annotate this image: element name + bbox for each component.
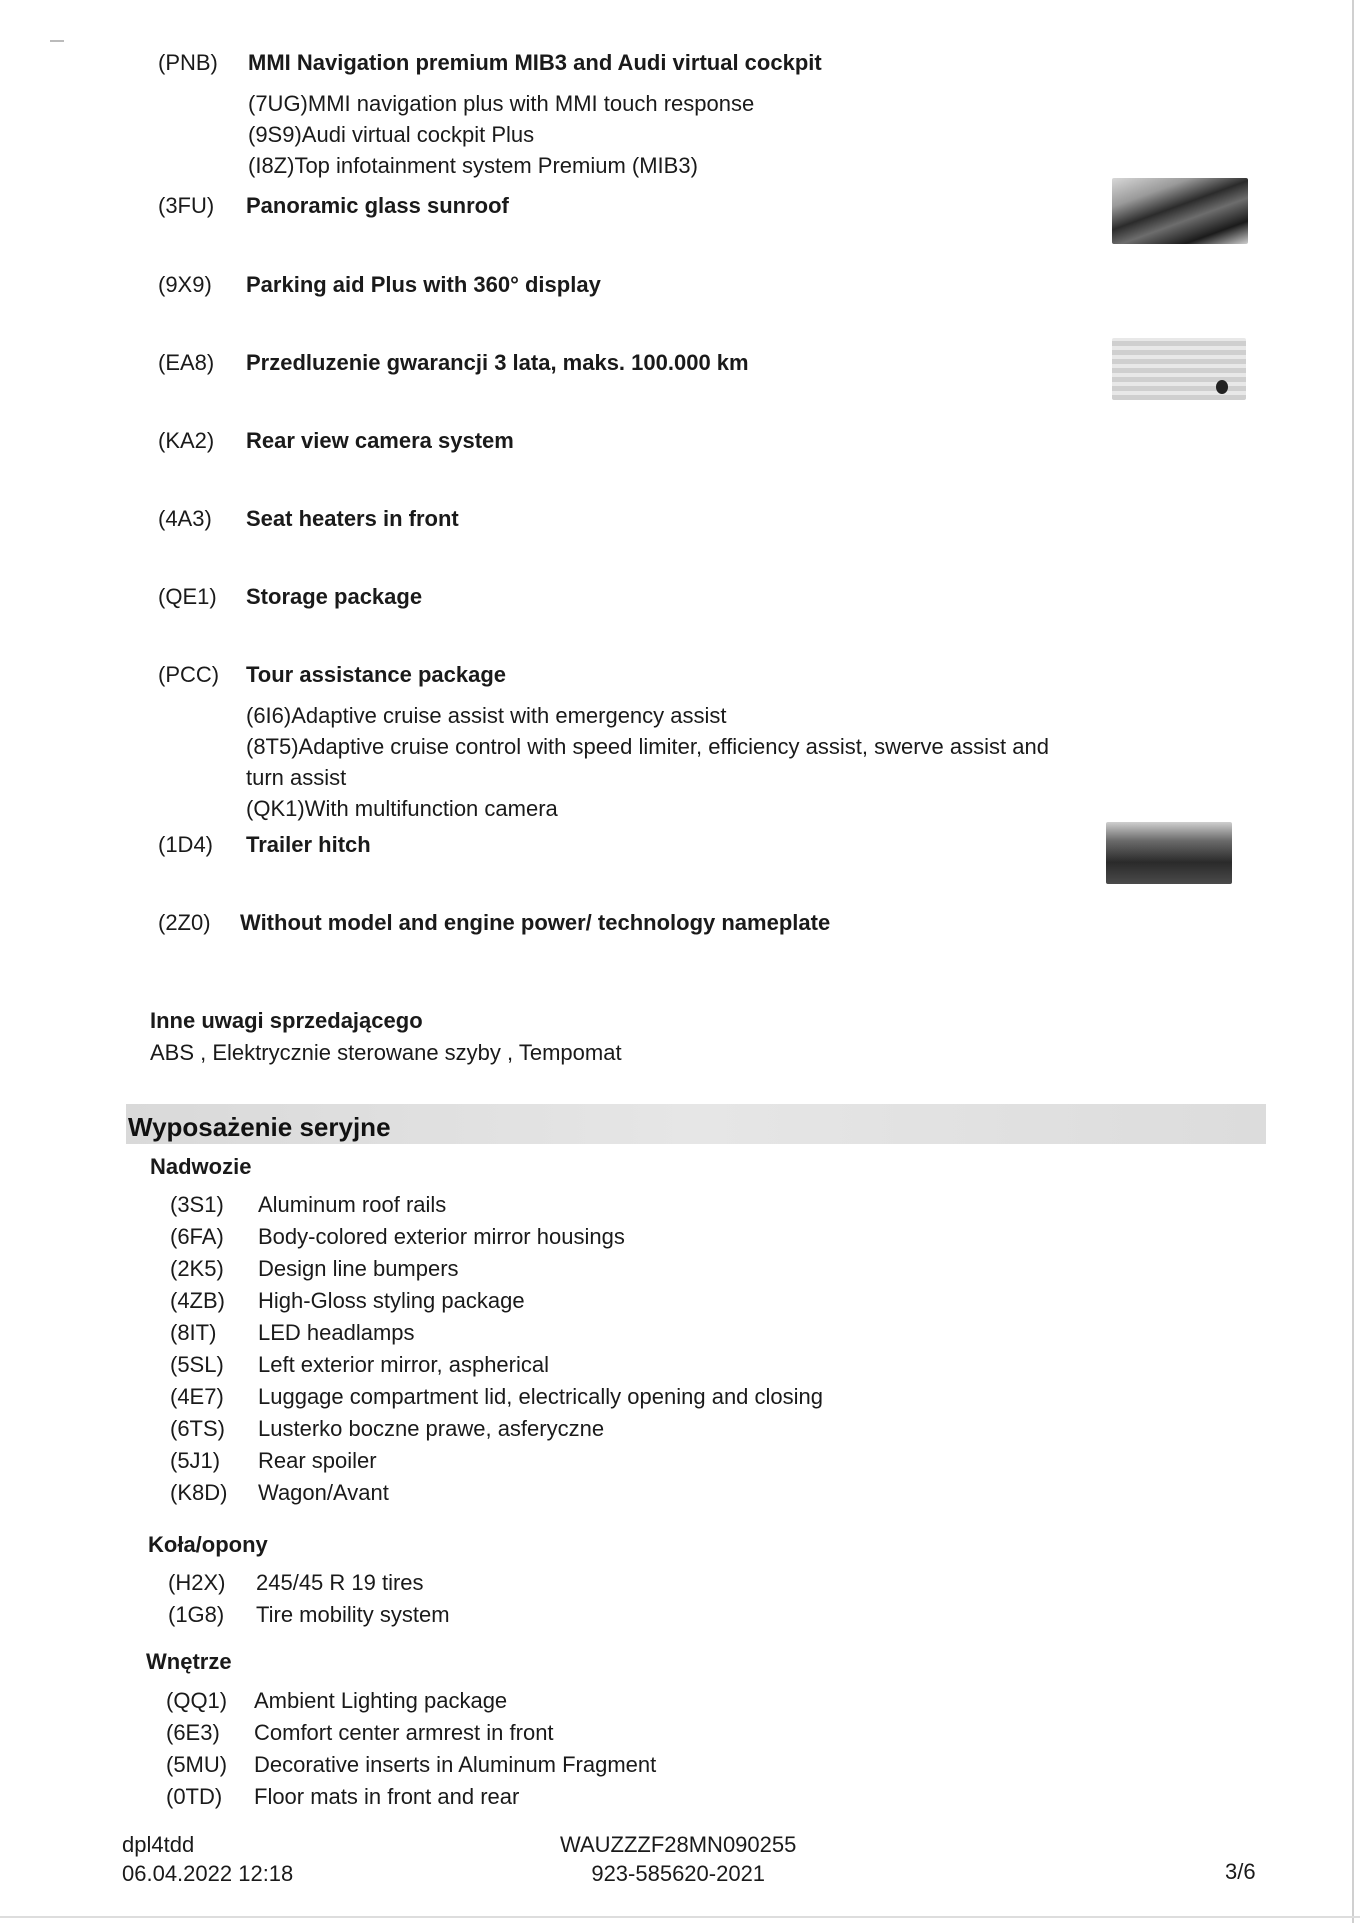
item-label: Floor mats in front and rear — [254, 1784, 520, 1809]
option-title: Rear view camera system — [246, 428, 514, 453]
footer-datetime: 06.04.2022 12:18 — [122, 1861, 294, 1886]
list-item — [166, 1784, 519, 1810]
footer-user: dpl4tdd — [122, 1832, 195, 1857]
footer-vin: WAUZZZF28MN090255 — [560, 1832, 797, 1857]
trailer-hitch-photo — [1106, 822, 1232, 884]
list-item — [170, 1320, 415, 1346]
list-item — [170, 1352, 549, 1378]
item-label: Luggage compartment lid, electrically opening and closing — [258, 1384, 824, 1409]
option-subitem: (7UG)MMI navigation plus with MMI touch response — [248, 91, 755, 116]
group-title-wnetrze: Wnętrze — [146, 1649, 232, 1674]
option-code: (QE1) — [158, 584, 217, 609]
option-subitems — [246, 700, 1086, 824]
item-code: (8IT) — [170, 1320, 217, 1345]
option-subitem: (9S9)Audi virtual cockpit Plus — [248, 122, 535, 147]
list-item — [168, 1602, 450, 1628]
list-item — [170, 1416, 604, 1442]
option-title: Storage package — [246, 584, 423, 609]
footer-left — [122, 1830, 293, 1888]
list-item — [170, 1224, 625, 1250]
list-item — [170, 1192, 446, 1218]
item-label: Ambient Lighting package — [254, 1688, 508, 1713]
item-label: Tire mobility system — [256, 1602, 450, 1627]
option-code: (PNB) — [158, 50, 218, 75]
item-label: Body-colored exterior mirror housings — [258, 1224, 625, 1249]
list-item — [168, 1570, 424, 1596]
item-code: (6FA) — [170, 1224, 224, 1249]
option-subitem: (8T5)Adaptive cruise control with speed limiter, efficiency assist, swerve assist and turn assist — [246, 734, 1049, 790]
option-code: (KA2) — [158, 428, 215, 453]
list-item — [170, 1288, 525, 1314]
item-label: LED headlamps — [258, 1320, 415, 1345]
list-item — [170, 1384, 823, 1410]
footer-doc-number: 923-585620-2021 — [591, 1861, 766, 1886]
list-item — [170, 1448, 377, 1474]
list-item — [166, 1752, 656, 1778]
page-number: 3/6 — [1225, 1859, 1256, 1884]
option-title: Trailer hitch — [246, 832, 371, 857]
item-label: Lusterko boczne prawe, asferyczne — [258, 1416, 605, 1441]
item-label: Design line bumpers — [258, 1256, 459, 1281]
scan-edge — [1352, 0, 1354, 1923]
item-code: (QQ1) — [166, 1688, 228, 1713]
option-subitem: (QK1)With multifunction camera — [246, 796, 558, 821]
group-title-nadwozie: Nadwozie — [150, 1154, 252, 1179]
item-code: (5MU) — [166, 1752, 228, 1777]
list-item — [166, 1720, 554, 1746]
item-code: (0TD) — [166, 1784, 223, 1809]
item-label: Decorative inserts in Aluminum Fragment — [254, 1752, 657, 1777]
item-label: High-Gloss styling package — [258, 1288, 525, 1313]
item-code: (6TS) — [170, 1416, 225, 1441]
item-code: (4ZB) — [170, 1288, 225, 1313]
remarks-title: Inne uwagi sprzedającego — [150, 1008, 423, 1033]
item-code: (4E7) — [170, 1384, 224, 1409]
item-code: (3S1) — [170, 1192, 224, 1217]
section-title: Wyposażenie seryjne — [128, 1112, 391, 1142]
option-title: Panoramic glass sunroof — [246, 193, 509, 218]
option-subitem: (6I6)Adaptive cruise assist with emergency assist — [246, 703, 727, 728]
item-code: (K8D) — [170, 1480, 228, 1505]
option-title: Without model and engine power/ technology nameplate — [240, 910, 831, 935]
scan-mark — [50, 40, 64, 42]
item-code: (6E3) — [166, 1720, 220, 1745]
option-code: (2Z0) — [158, 910, 211, 935]
option-code: (PCC) — [158, 662, 220, 687]
option-code: (EA8) — [158, 350, 215, 375]
option-code: (9X9) — [158, 272, 212, 297]
item-label: 245/45 R 19 tires — [256, 1570, 424, 1595]
list-item — [166, 1688, 507, 1714]
option-code: (3FU) — [158, 193, 215, 218]
option-title: Tour assistance package — [246, 662, 507, 687]
option-code: (4A3) — [158, 506, 212, 531]
option-subitem: (I8Z)Top infotainment system Premium (MIB3) — [248, 153, 698, 178]
sunroof-photo — [1112, 178, 1248, 244]
item-label: Left exterior mirror, aspherical — [258, 1352, 549, 1377]
option-subitems — [248, 88, 1088, 181]
item-label: Aluminum roof rails — [258, 1192, 447, 1217]
item-label: Comfort center armrest in front — [254, 1720, 554, 1745]
item-code: (1G8) — [168, 1602, 225, 1627]
item-code: (5SL) — [170, 1352, 224, 1377]
remarks-text: ABS , Elektrycznie sterowane szyby , Tempomat — [150, 1040, 622, 1065]
option-title: Przedluzenie gwarancji 3 lata, maks. 100.000 km — [246, 350, 749, 375]
item-code: (2K5) — [170, 1256, 224, 1281]
list-item — [170, 1256, 459, 1282]
item-label: Rear spoiler — [258, 1448, 377, 1473]
item-label: Wagon/Avant — [258, 1480, 389, 1505]
footer-center — [560, 1830, 796, 1888]
option-title: MMI Navigation premium MIB3 and Audi virtual cockpit — [248, 50, 822, 75]
item-code: (H2X) — [168, 1570, 226, 1595]
group-title-kola-opony: Koła/opony — [148, 1532, 268, 1557]
warranty-photo — [1112, 338, 1246, 400]
item-code: (5J1) — [170, 1448, 221, 1473]
option-title: Seat heaters in front — [246, 506, 459, 531]
list-item — [170, 1480, 389, 1506]
option-code: (1D4) — [158, 832, 214, 857]
option-title: Parking aid Plus with 360° display — [246, 272, 601, 297]
scan-bottom-edge — [0, 1916, 1360, 1918]
